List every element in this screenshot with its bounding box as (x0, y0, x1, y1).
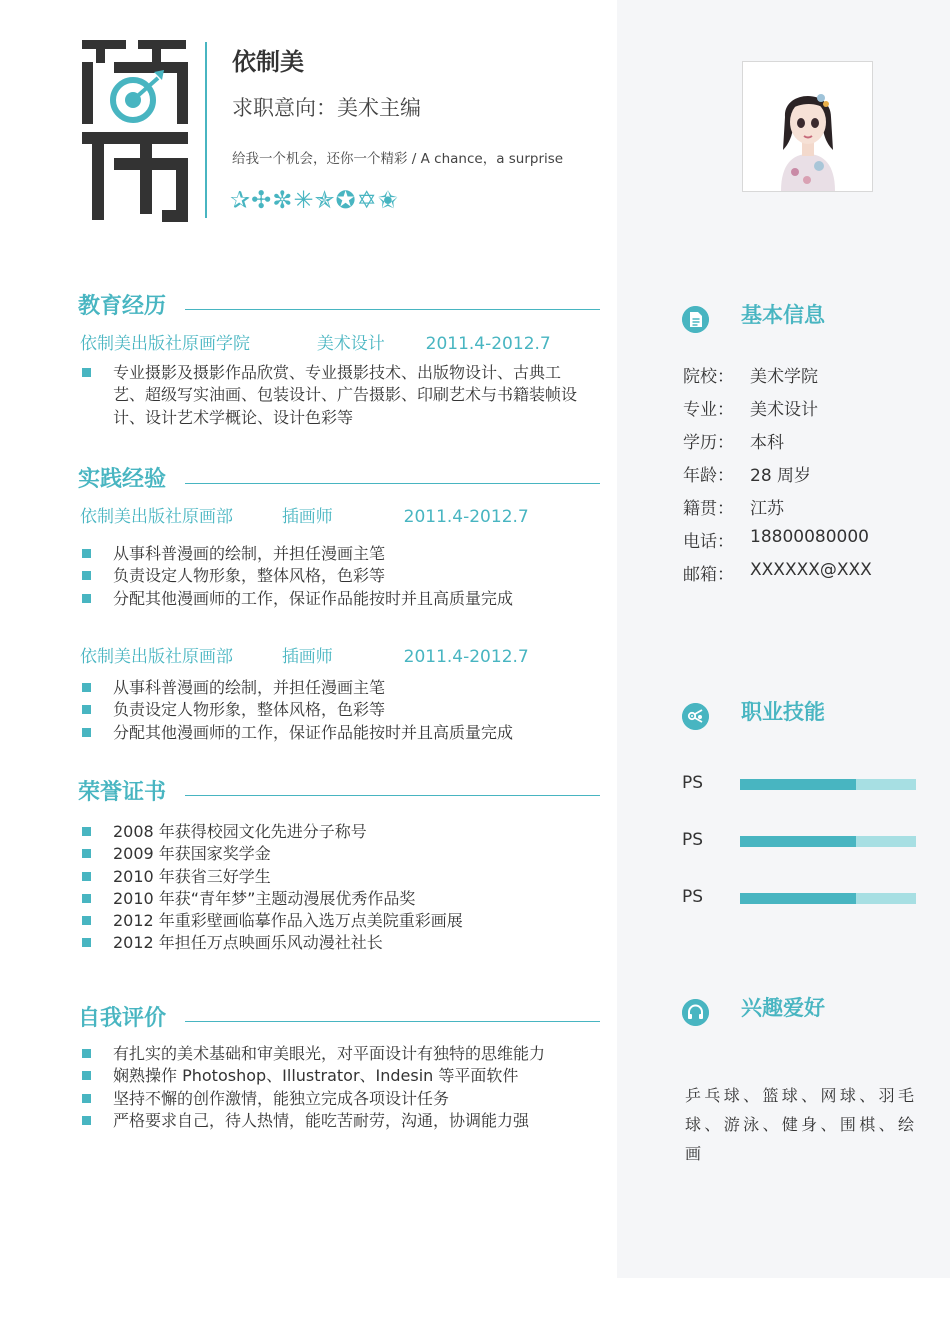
skill-bar-fill (740, 836, 856, 847)
hobbies-title: 兴趣爱好 (741, 996, 825, 1020)
education-entry (80, 329, 551, 354)
candidate-name: 依制美 (232, 48, 304, 76)
list-item: 2008 年获得校园文化先进分子称号 (80, 821, 600, 843)
list-item: 负责设定人物形象，整体风格，色彩等 (80, 699, 600, 721)
tools-icon (682, 703, 709, 730)
period: 2011.4-2012.7 (403, 647, 529, 667)
skill-bar (740, 893, 916, 904)
course-list (80, 362, 590, 429)
job-entry (80, 502, 529, 527)
period: 2011.4-2012.7 (403, 507, 529, 527)
info-label: 专业： (683, 400, 734, 420)
honors-title: 荣誉证书 (78, 780, 167, 805)
company-name: 依制美出版社原画部 (80, 647, 233, 667)
honors-divider (185, 795, 600, 796)
skills-title: 职业技能 (741, 700, 825, 724)
info-label: 院校： (683, 367, 734, 387)
skill-bar (740, 779, 916, 790)
list-item: 分配其他漫画师的工作，保证作品能按时并且高质量完成 (80, 722, 600, 744)
list-item: 2012 年担任万点映画乐风动漫社社长 (80, 932, 600, 954)
info-label: 电话： (683, 532, 734, 552)
education-title: 教育经历 (78, 294, 167, 319)
company-name: 依制美出版社原画部 (80, 507, 233, 527)
self-eval-list (80, 1043, 600, 1132)
list-item: 2010 年获省三好学生 (80, 866, 600, 888)
header-divider (205, 42, 207, 218)
job-role: 插画师 (281, 647, 333, 667)
duty-list (80, 677, 600, 744)
period: 2011.4-2012.7 (425, 334, 551, 354)
target-icon (113, 70, 164, 120)
document-icon (682, 306, 709, 333)
skill-bar-fill (740, 779, 856, 790)
job-objective: 求职意向：美术主编 (232, 96, 421, 120)
major: 美术设计 (316, 334, 385, 354)
job-role: 插画师 (281, 507, 333, 527)
list-item: 2010 年获“青年梦”主题动漫展优秀作品奖 (80, 888, 600, 910)
list-item: 分配其他漫画师的工作，保证作品能按时并且高质量完成 (80, 588, 600, 610)
info-label: 年龄： (683, 466, 734, 486)
honors-list (80, 821, 600, 955)
list-item: 从事科普漫画的绘制，并担任漫画主笔 (80, 677, 600, 699)
education-divider (185, 309, 600, 310)
list-item: 严格要求自己，待人热情，能吃苦耐劳，沟通，协调能力强 (80, 1110, 600, 1132)
info-value: 美术设计 (750, 400, 818, 420)
skill-bar (740, 836, 916, 847)
school-name: 依制美出版社原画学院 (80, 334, 250, 354)
hobbies-text: 乒乓球、篮球、网球、羽毛球、游泳、健身、围棋、绘画 (685, 1086, 917, 1163)
skill-name: PS (682, 773, 704, 793)
info-value: XXXXXX@XXX (750, 560, 872, 580)
skill-bar-fill (740, 893, 856, 904)
self-eval-title: 自我评价 (78, 1006, 167, 1031)
info-label: 籍贯： (683, 499, 734, 519)
skill-name: PS (682, 887, 704, 907)
slogan: 给我一个机会，还你一个精彩 / A chance，a surprise (232, 151, 564, 167)
skill-name: PS (682, 830, 704, 850)
headphones-icon (682, 999, 709, 1026)
decorative-stars: ✰✣✼✳✯✪✡✬ (230, 186, 399, 214)
basic-info-title: 基本信息 (741, 303, 825, 327)
practice-divider (185, 483, 600, 484)
job-entry (80, 642, 529, 667)
practice-title: 实践经验 (78, 467, 167, 492)
info-label: 学历： (683, 433, 734, 453)
list-item: 负责设定人物形象，整体风格，色彩等 (80, 565, 600, 587)
list-item: 专业摄影及摄影作品欣赏、专业摄影技术、出版物设计、古典工艺、超级写实油画、包装设计、广告摄影、印刷艺术与书籍装帧设计、设计艺术学概论、设计色彩等 (80, 362, 590, 429)
list-item: 有扎实的美术基础和审美眼光，对平面设计有独特的思维能力 (80, 1043, 600, 1065)
info-value: 18800080000 (750, 527, 869, 547)
list-item: 2009 年获国家奖学金 (80, 843, 600, 865)
info-value: 江苏 (750, 499, 784, 519)
list-item: 从事科普漫画的绘制，并担任漫画主笔 (80, 543, 600, 565)
resume-logo (82, 40, 188, 222)
list-item: 娴熟操作 Photoshop、Illustrator、Indesin 等平面软件 (80, 1065, 600, 1087)
profile-photo (742, 61, 873, 192)
duty-list (80, 543, 600, 610)
list-item: 2012 年重彩壁画临摹作品入选万点美院重彩画展 (80, 910, 600, 932)
info-value: 本科 (750, 433, 784, 453)
info-value: 美术学院 (750, 367, 818, 387)
info-value: 28 周岁 (750, 466, 812, 486)
self-eval-divider (185, 1021, 600, 1022)
info-label: 邮箱： (683, 565, 734, 585)
list-item: 坚持不懈的创作激情，能独立完成各项设计任务 (80, 1088, 600, 1110)
